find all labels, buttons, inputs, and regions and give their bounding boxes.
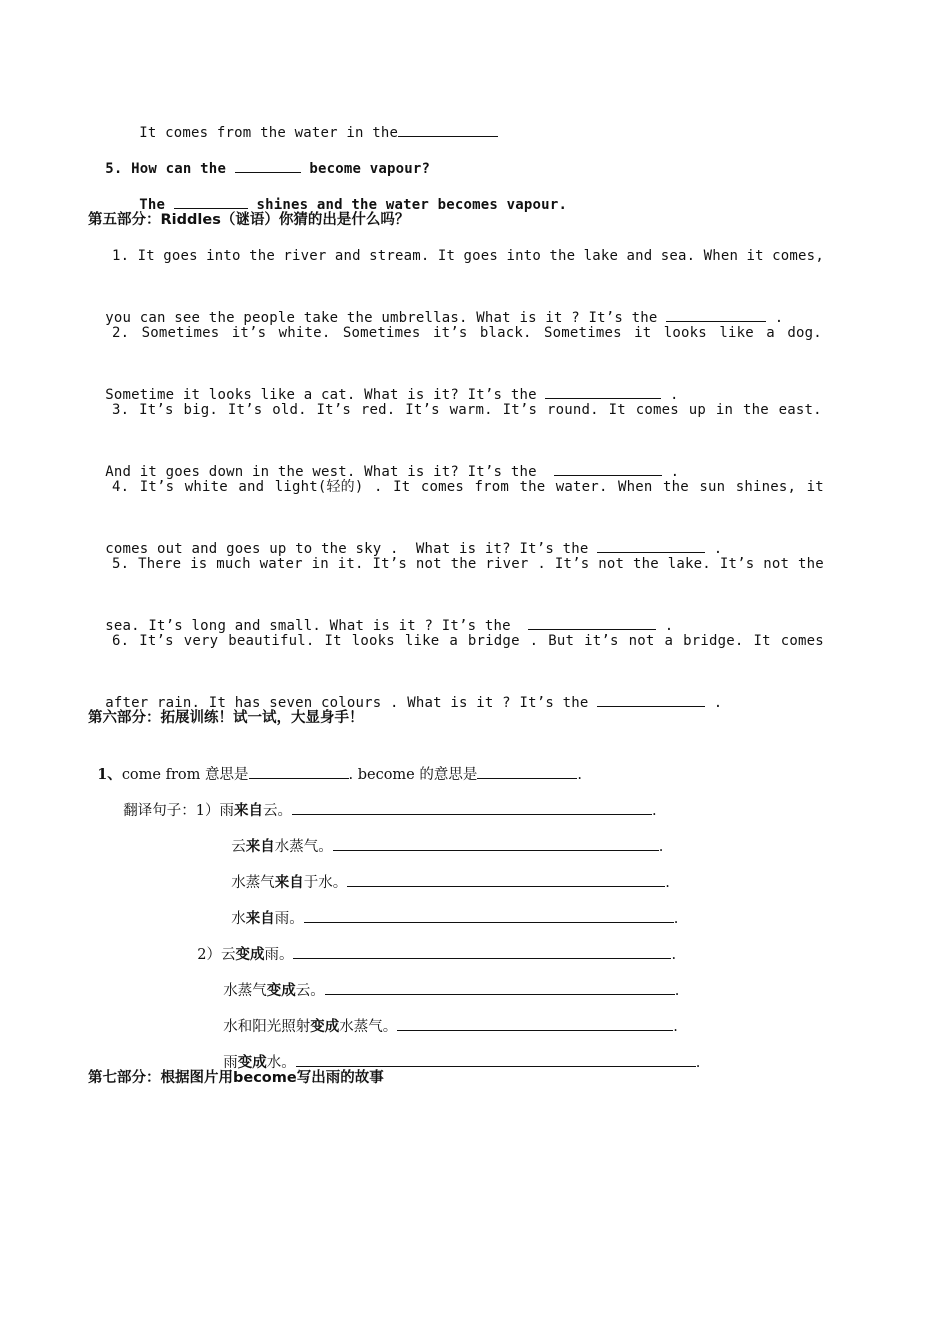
riddle-word: goes xyxy=(463,248,499,264)
riddle-word: . xyxy=(373,479,383,495)
translate-sentence-2: 云来自水蒸气。 . xyxy=(231,838,664,855)
riddle-word: Sometimes xyxy=(544,325,622,341)
riddle-6-line-1 xyxy=(112,631,824,651)
riddle-word: comes xyxy=(420,479,464,495)
riddle-word: into xyxy=(206,248,241,264)
part4-water-line: It comes from the water in the xyxy=(122,102,498,143)
riddle-word: shines, xyxy=(735,479,797,495)
answer-blank[interactable] xyxy=(292,800,652,815)
riddle-3-line-1 xyxy=(112,400,822,420)
riddle-word: the xyxy=(549,248,576,264)
riddle-word: much xyxy=(216,556,251,572)
riddle-word: it’s xyxy=(432,325,468,341)
answer-blank[interactable] xyxy=(347,872,665,887)
answer-blank[interactable] xyxy=(235,158,301,173)
riddle-word: not xyxy=(415,556,442,572)
riddle-word: But xyxy=(548,633,575,649)
riddle-word: When xyxy=(618,479,653,495)
riddle-word: it xyxy=(634,325,652,341)
riddle-word: It’s xyxy=(372,556,408,572)
riddle-word: the xyxy=(633,556,659,572)
riddle-word: it. xyxy=(337,556,364,572)
answer-blank[interactable] xyxy=(398,122,498,137)
riddle-word: lake xyxy=(583,248,619,264)
riddle-5-line-2: sea. It’s long and small. What is it ? It’s the . xyxy=(88,595,673,636)
riddle-5-line-1 xyxy=(112,554,824,574)
riddle-word: It’s xyxy=(227,402,263,418)
riddle-word: the xyxy=(742,402,769,418)
riddle-word: it’s xyxy=(231,325,267,341)
answer-blank[interactable] xyxy=(304,908,674,923)
riddle-word: in xyxy=(715,402,734,418)
riddle-word: 3. xyxy=(112,402,130,418)
answer-blank[interactable] xyxy=(325,980,675,995)
riddle-word: and xyxy=(334,248,361,264)
riddle-word: like xyxy=(719,325,754,341)
riddle-word: white xyxy=(184,479,228,495)
riddle-word: sea. xyxy=(660,248,696,264)
riddle-word: 5. xyxy=(112,556,130,572)
riddle-2-line-2: Sometime it looks like a cat. What is it? It’s the . xyxy=(88,364,679,405)
riddle-word: comes xyxy=(780,633,824,649)
riddle-word: It’s xyxy=(316,402,352,418)
part4-question-5: 5. How can the become vapour? xyxy=(88,138,430,179)
riddle-word: . xyxy=(537,556,547,572)
riddle-word: a xyxy=(664,633,674,649)
riddle-word: There xyxy=(138,556,182,572)
answer-blank[interactable] xyxy=(597,538,705,553)
riddle-word: river xyxy=(485,556,529,572)
riddle-word: river xyxy=(283,248,327,264)
riddle-word: It’s xyxy=(502,402,538,418)
part6-heading: 第六部分：拓展训练！试一试，大显身手！ xyxy=(88,710,364,726)
riddle-word: 4. xyxy=(112,479,130,495)
riddle-2-line-1 xyxy=(112,323,822,343)
riddle-6-line-2: after rain. It has seven colours . What is it ? It’s the . xyxy=(88,672,722,713)
riddle-word: from xyxy=(474,479,509,495)
riddle-word: big. xyxy=(183,402,218,418)
riddle-word: the xyxy=(797,556,824,572)
riddle-word: it xyxy=(806,479,824,495)
riddle-word: It’s xyxy=(139,633,174,649)
riddle-word: and xyxy=(238,479,265,495)
riddle-word: not xyxy=(598,556,625,572)
riddle-word: It xyxy=(393,479,411,495)
riddle-word: water xyxy=(259,556,303,572)
answer-blank[interactable] xyxy=(397,1016,673,1031)
answer-blank[interactable] xyxy=(249,764,349,779)
riddle-word: It xyxy=(608,402,626,418)
riddle-word: lake. xyxy=(667,556,711,572)
riddle-word: not xyxy=(628,633,655,649)
riddle-word: looks xyxy=(663,325,707,341)
riddle-word: It xyxy=(137,248,155,264)
translate-sentence-6: 水蒸气变成云。 . xyxy=(223,982,680,999)
answer-blank[interactable] xyxy=(333,836,659,851)
riddle-word: water. xyxy=(555,479,608,495)
riddle-word: bridge. xyxy=(683,633,744,649)
riddle-word: and xyxy=(626,248,653,264)
riddle-1-line-1 xyxy=(112,246,824,266)
answer-blank[interactable] xyxy=(296,1052,696,1067)
riddle-4-line-1 xyxy=(112,477,824,497)
riddle-word: red. xyxy=(360,402,396,418)
riddle-word: white. xyxy=(278,325,331,341)
answer-blank[interactable] xyxy=(477,764,577,779)
riddle-word: It xyxy=(753,633,771,649)
riddle-word: Sometimes xyxy=(141,325,220,341)
riddle-word: the xyxy=(663,479,689,495)
riddle-word: round. xyxy=(546,402,599,418)
riddle-word: When xyxy=(703,248,739,264)
answer-blank[interactable] xyxy=(174,194,248,209)
riddle-word: stream. xyxy=(369,248,430,264)
riddle-word: east. xyxy=(778,402,822,418)
riddle-word: it xyxy=(746,248,764,264)
riddle-word: it’s xyxy=(584,633,619,649)
riddle-word: very xyxy=(183,633,219,649)
riddle-word: comes, xyxy=(772,248,824,264)
riddle-word: the xyxy=(519,479,546,495)
riddle-word: Sometimes xyxy=(342,325,421,341)
riddle-word: light(轻的) xyxy=(274,479,364,495)
riddle-1-line-2: you can see the people take the umbrellas. What is it ? It’s the . xyxy=(88,287,783,328)
riddle-word: black. xyxy=(479,325,532,341)
answer-blank[interactable] xyxy=(597,692,705,707)
translate-sentence-1: 翻译句子：1）雨来自云。 . xyxy=(123,802,657,819)
riddle-word: dog. xyxy=(787,325,822,341)
riddle-word: is xyxy=(190,556,208,572)
answer-blank[interactable] xyxy=(293,944,671,959)
riddle-word: up xyxy=(688,402,706,418)
answer-blank[interactable] xyxy=(554,461,662,476)
answer-blank[interactable] xyxy=(545,384,661,399)
riddle-word: the xyxy=(450,556,477,572)
riddle-word: sun xyxy=(699,479,726,495)
riddle-word: a xyxy=(766,325,775,341)
answer-blank[interactable] xyxy=(528,615,656,630)
riddle-4-line-2: comes out and goes up to the sky . What is it? It’s the . xyxy=(88,518,722,559)
riddle-word: bridge xyxy=(467,633,520,649)
translate-sentence-4: 水来自雨。 . xyxy=(231,910,679,927)
riddle-word: It’s xyxy=(405,402,440,418)
riddle-word: . xyxy=(529,633,539,649)
riddle-word: 2. xyxy=(112,325,130,341)
part6-question-1: 1、come from 意思是 . become 的意思是 . xyxy=(97,766,582,783)
riddle-word: warm. xyxy=(449,402,493,418)
riddle-3-line-2: And it goes down in the west. What is it? It’s the . xyxy=(88,441,679,482)
riddle-word: looks xyxy=(351,633,395,649)
answer-blank[interactable] xyxy=(666,307,766,322)
translate-sentence-5: 2）云变成雨。 . xyxy=(197,946,677,963)
riddle-word: in xyxy=(311,556,329,572)
riddle-word: 1. xyxy=(112,248,130,264)
translate-sentence-8: 雨变成水。 . xyxy=(223,1054,701,1071)
riddle-word: It xyxy=(324,633,342,649)
riddle-word: like xyxy=(404,633,440,649)
riddle-word: comes xyxy=(635,402,679,418)
riddle-word: a xyxy=(449,633,458,649)
riddle-word: It xyxy=(437,248,456,264)
riddle-word: into xyxy=(506,248,541,264)
riddle-word: It’s xyxy=(139,479,175,495)
riddle-word: 6. xyxy=(112,633,130,649)
part5-heading: 第五部分：Riddles（谜语）你猜的出是什么吗？ xyxy=(88,212,410,228)
translate-sentence-3: 水蒸气来自于水。 . xyxy=(231,874,670,891)
riddle-word: the xyxy=(249,248,275,264)
translate-sentence-7: 水和阳光照射变成水蒸气。 . xyxy=(223,1018,678,1035)
riddle-word: old. xyxy=(272,402,307,418)
part7-heading: 第七部分：根据图片用become写出雨的故事 xyxy=(88,1070,384,1086)
riddle-word: goes xyxy=(163,248,198,264)
riddle-word: It’s xyxy=(554,556,590,572)
riddle-word: It’s xyxy=(719,556,755,572)
riddle-word: It’s xyxy=(139,402,174,418)
riddle-word: beautiful. xyxy=(228,633,315,649)
riddle-word: not xyxy=(763,556,790,572)
part4-answer-5: The shines and the water becomes vapour. xyxy=(122,174,567,215)
